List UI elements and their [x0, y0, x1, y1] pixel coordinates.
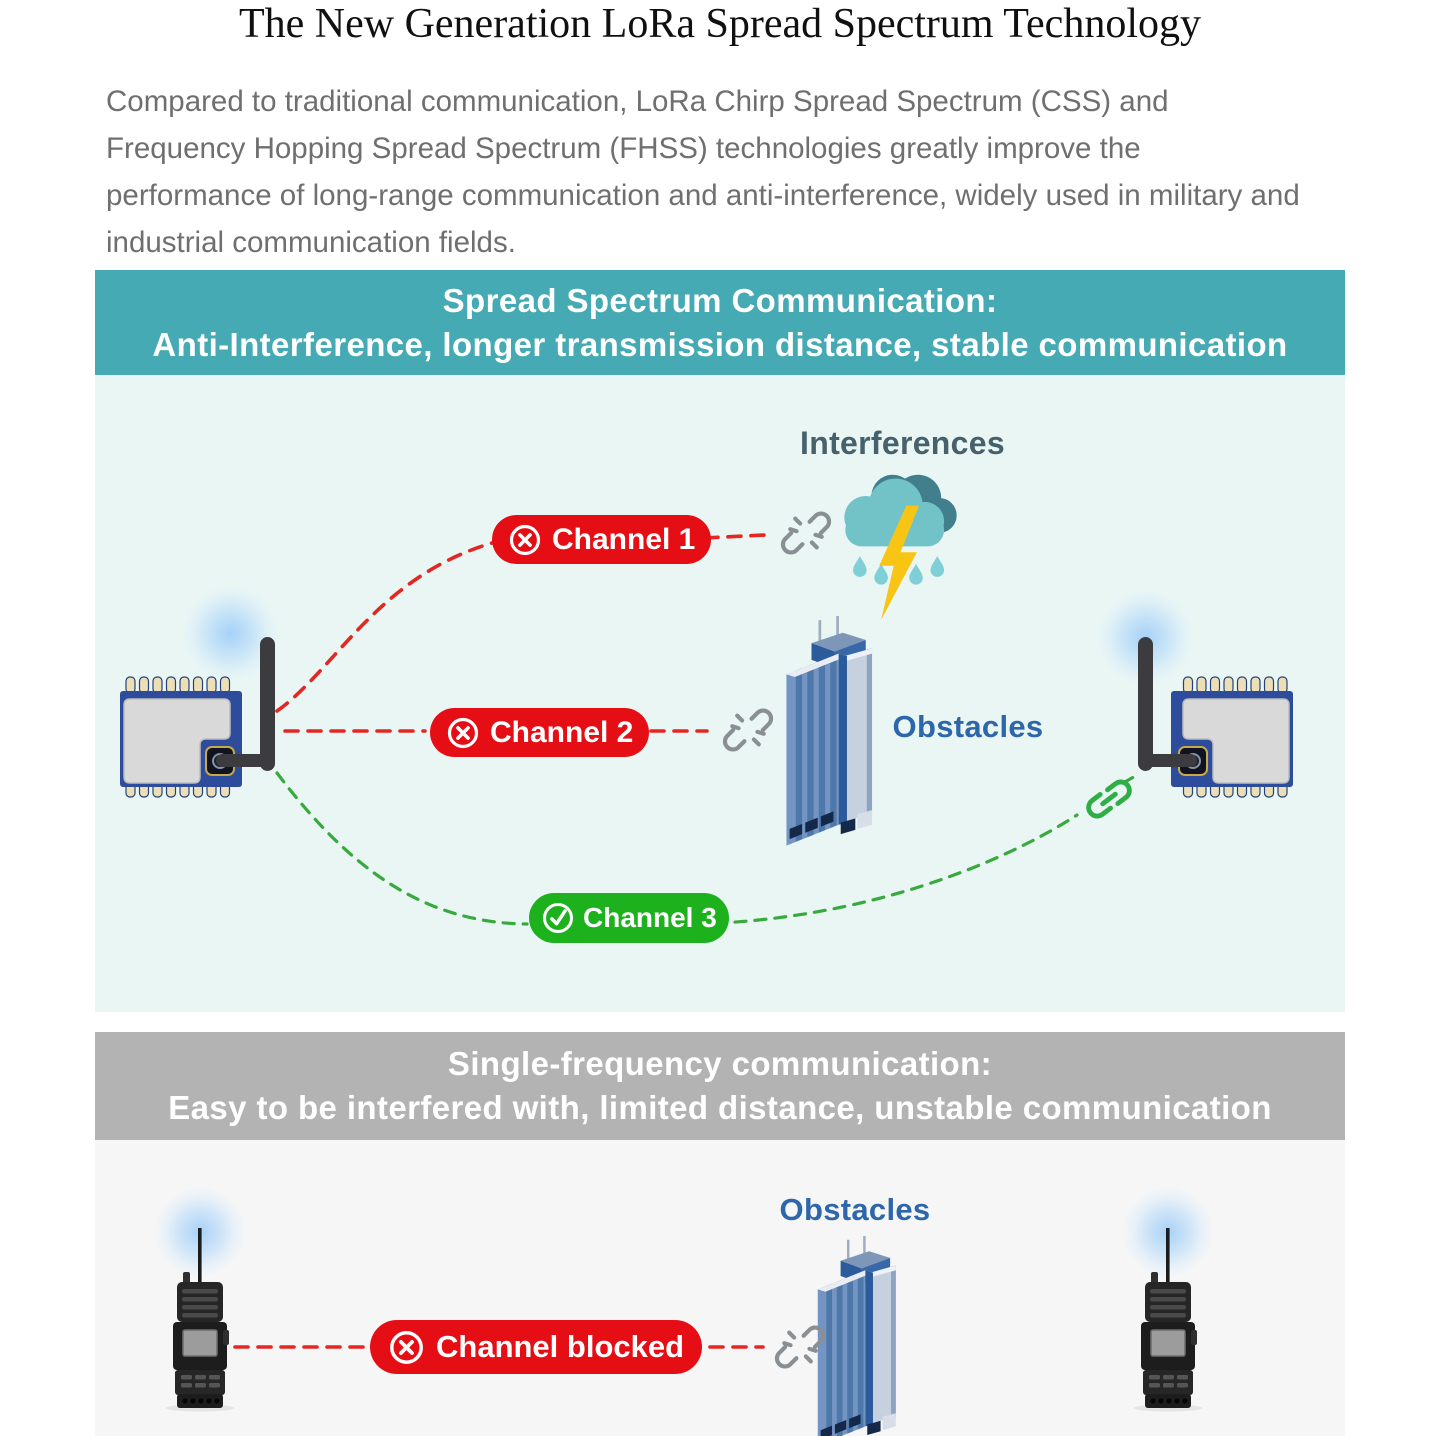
page-title: The New Generation LoRa Spread Spectrum Technology: [238, 1, 1201, 47]
intro-line: industrial communication fields.: [106, 226, 516, 259]
intro-line: Frequency Hopping Spread Spectrum (FHSS) technologies greatly improve the: [106, 132, 1141, 165]
channel-3-badge: [529, 893, 729, 943]
spread-spectrum-diagram: [95, 375, 1345, 1012]
obstacles-label: Obstacles: [779, 1192, 931, 1227]
walkie-talkie-icon: [1123, 1212, 1213, 1412]
broken-link-icon: [779, 506, 833, 560]
circle-check-icon: [541, 901, 575, 935]
banner-line-2: Easy to be interfered with, limited distance, unstable communication: [168, 1089, 1272, 1126]
channel-2-badge: [430, 708, 649, 757]
intro-paragraph: [106, 78, 1366, 266]
interferences-label: Interferences: [800, 425, 1005, 461]
building-icon: [778, 616, 893, 856]
single-frequency-banner: [95, 1032, 1345, 1140]
broken-link-icon: [773, 1320, 827, 1374]
spread-spectrum-banner: [95, 270, 1345, 375]
banner-line-2: Anti-Interference, longer transmission distance, stable communication: [152, 325, 1288, 363]
circle-x-icon: [388, 1329, 425, 1366]
channel-blocked-badge: [370, 1320, 702, 1374]
broken-link-icon: [721, 703, 775, 757]
intro-line: Compared to traditional communication, LoRa Chirp Spread Spectrum (CSS) and: [106, 85, 1169, 118]
single-frequency-diagram: [95, 1140, 1345, 1436]
banner-line-1: Spread Spectrum Communication:: [442, 281, 998, 319]
circle-x-icon: [446, 716, 480, 750]
channel-3-path: [277, 773, 527, 924]
channel-1-badge: [492, 515, 711, 564]
channel-label: Channel 2: [490, 715, 634, 749]
lora-module-icon: [110, 627, 310, 807]
intro-line: performance of long-range communication and anti-interference, widely used in military and: [106, 179, 1300, 212]
circle-x-icon: [508, 523, 542, 557]
channel-label: Channel blocked: [436, 1329, 685, 1364]
chain-link-icon: [1077, 767, 1140, 830]
walkie-talkie-icon: [155, 1212, 245, 1412]
banner-line-1: Single-frequency communication:: [447, 1045, 993, 1082]
channel-label: Channel 1: [552, 522, 696, 556]
obstacles-label: Obstacles: [892, 709, 1044, 744]
channel-label: Channel 3: [583, 902, 717, 933]
